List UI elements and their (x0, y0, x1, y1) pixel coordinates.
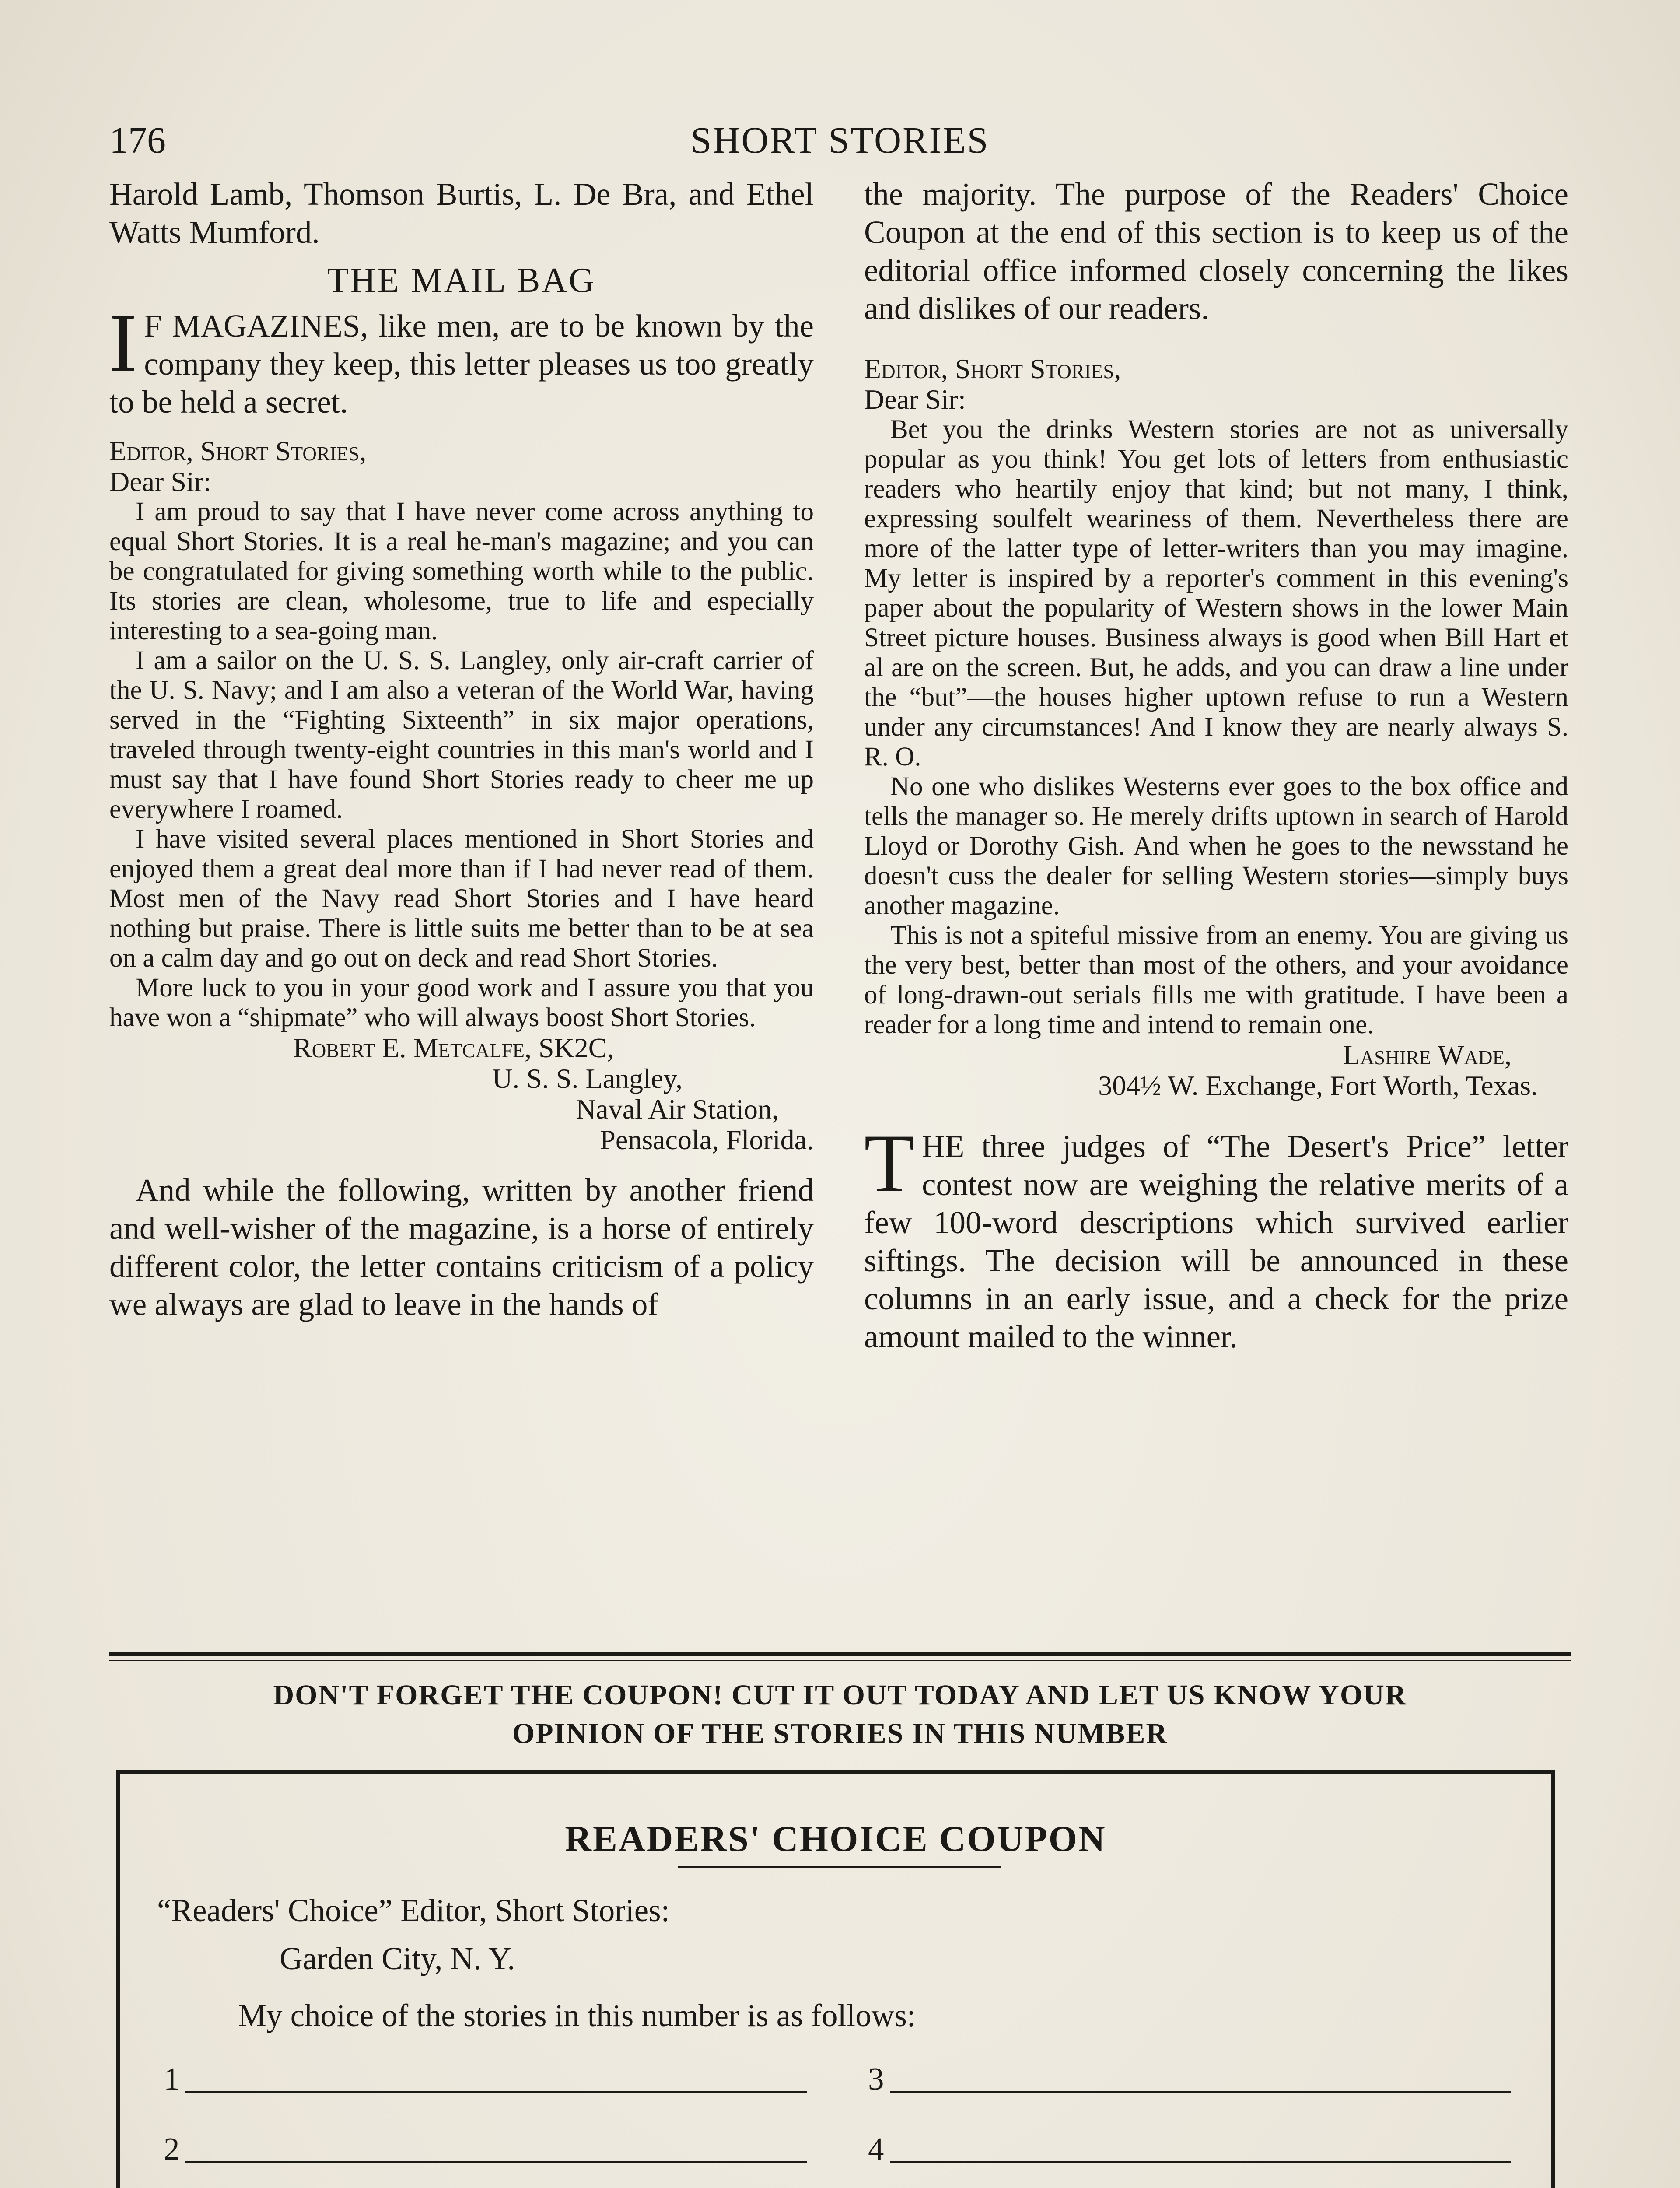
letter-paragraph: I have visited several places mentioned in Short Stories and enjoyed them a great deal more than if I had never read of them. Most men of the Navy read Short Stories and I have heard nothing but praise. There is little suits me better than to be at sea on a calm day and go out on deck and read Short Stories. (109, 824, 814, 973)
contest-paragraph: HE three judges of “The Desert's Price” letter contest now are weighing the relative merits of a few 100-word descriptions which survived earlier siftings. The decision will be announced in these columns in an early issue, and a check for the prize amount mailed to the winner. (864, 1129, 1568, 1354)
letter-paragraph: No one who dislikes Westerns ever goes to the box office and tells the manager so. He merely drifts uptown in search of Harold Lloyd or Dorothy Gish. And when he goes to the newsstand he doesn't cuss the dealer for selling Western stories—simply buys another magazine. (864, 772, 1568, 920)
signature-name: Lashire Wade, (1343, 1039, 1512, 1070)
section-heading: THE MAIL BAG (327, 261, 596, 300)
letter-salutation: Editor, Short Stories, (864, 353, 1121, 384)
right-column (864, 175, 1568, 1356)
coupon-address-line: Garden City, N. Y. (280, 1941, 515, 1976)
coupon-instruction: My choice of the stories in this number is as follows: (238, 1998, 916, 2033)
choice-1-line[interactable] (186, 2091, 807, 2093)
letter-paragraph: More luck to you in your good work and I assure you that you have won a “shipmate” who will always boost Short Stories. (109, 973, 814, 1032)
opening-paragraph: Harold Lamb, Thomson Burtis, L. De Bra, and Ethel Watts Mumford. (109, 176, 814, 250)
coupon-title: READERS' CHOICE COUPON (565, 1819, 1106, 1859)
choice-number: 3 (868, 2061, 884, 2097)
letter-paragraph: This is not a spiteful missive from an enemy. You are giving us the very best, better than most of the others, and your avoidance of long-drawn-out serials fills me with gratitude. I have been a reader for a long time and intend to remain one. (864, 921, 1568, 1039)
drop-cap: T (864, 1118, 915, 1210)
choice-2-line[interactable] (186, 2161, 807, 2163)
page-header (109, 118, 1571, 166)
notice-line: OPINION OF THE STORIES IN THIS NUMBER (512, 1718, 1168, 1750)
choice-4-line[interactable] (890, 2161, 1511, 2163)
choice-3-line[interactable] (890, 2091, 1511, 2093)
left-column (109, 175, 814, 1323)
notice-line: DON'T FORGET THE COUPON! CUT IT OUT TODAY AND LET US KNOW YOUR (273, 1679, 1407, 1711)
choice-number: 4 (868, 2131, 884, 2167)
signature-name: Robert E. Metcalfe, SK2C, (293, 1032, 614, 1063)
signature-line: U. S. S. Langley, (492, 1063, 682, 1094)
title-underline (678, 1866, 1001, 1868)
choice-number: 1 (164, 2061, 180, 2097)
page-number: 176 (109, 119, 166, 161)
section-divider (109, 1652, 1571, 1665)
letter-greeting: Dear Sir: (109, 466, 211, 497)
signature-address: 304½ W. Exchange, Fort Worth, Texas. (1098, 1070, 1538, 1101)
signature-line: Pensacola, Florida. (600, 1124, 814, 1155)
signature-line: Naval Air Station, (576, 1094, 779, 1125)
letter-paragraph: I am a sailor on the U. S. S. Langley, only air-craft carrier of the U. S. Navy; and I am also a veteran of the World War, having served in the “Fighting Sixteenth” in six major operations, traveled through twenty-eight countries in this man's world and I must say that I have found Short Stories ready to cheer me up everywhere I roamed. (109, 646, 814, 824)
intro-paragraph: F MAGAZINES, like men, are to be known by the company they keep, this letter pleases us too greatly to be held a secret. (109, 308, 814, 420)
continued-paragraph: the majority. The purpose of the Readers' Choice Coupon at the end of this section is to keep us of the editorial office informed closely concerning the likes and dislikes of our readers. (864, 176, 1568, 326)
letter-salutation: Editor, Short Stories, (109, 435, 367, 466)
letter-paragraph: Bet you the drinks Western stories are not as universally popular as you think! You get lots of letters from enthusiastic readers who heartily enjoy that kind; but not many, I think, expressing soulfelt weariness of them. Nevertheless there are more of the latter type of letter-writers than you may imagine. My letter is inspired by a reporter's comment in this evening's paper about the popularity of Western shows in the lower Main Street picture houses. Business always is good when Bill Hart et al are on the screen. But, he adds, and you can draw a line under the “but”—the houses higher uptown refuse to run a Western under any circumstances! And I know they are nearly always S. R. O. (864, 415, 1568, 771)
closing-paragraph: And while the following, written by another friend and well-wisher of the magazine, is a horse of entirely different color, the letter contains criticism of a policy we always are glad to leave in the hands of (109, 1172, 814, 1322)
drop-cap: I (109, 297, 137, 389)
letter-greeting: Dear Sir: (864, 384, 966, 415)
choice-number: 2 (164, 2131, 180, 2167)
coupon-notice (109, 1676, 1571, 1753)
coupon-address-line: “Readers' Choice” Editor, Short Stories: (157, 1893, 670, 1928)
readers-choice-coupon (116, 1770, 1555, 2188)
running-title: SHORT STORIES (690, 119, 990, 161)
letter-paragraph: I am proud to say that I have never come across anything to equal Short Stories. It is a real he-man's magazine; and you can be congratulated for giving something worth while to the public. Its stories are clean, wholesome, true to life and especially interesting to a sea-going man. (109, 497, 814, 645)
